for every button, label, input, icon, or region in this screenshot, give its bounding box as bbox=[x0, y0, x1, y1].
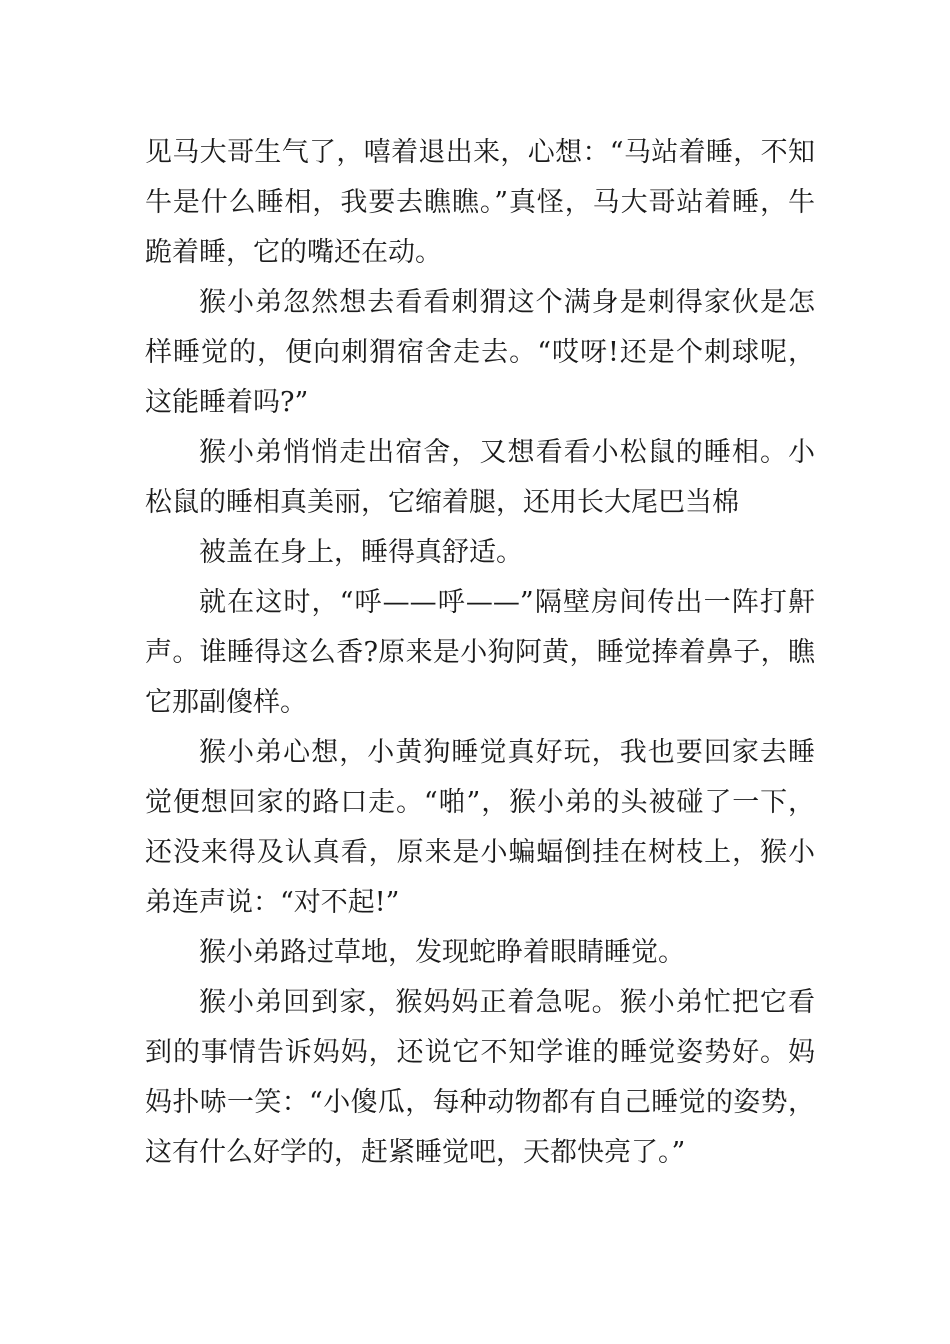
paragraph-mother: 猴小弟回到家，猴妈妈正着急呢。猴小弟忙把它看到的事情告诉妈妈，还说它不知学谁的睡觉姿势好。妈妈扑哧一笑：“小傻瓜，每种动物都有自己睡觉的姿势，这有什么好学的，赶紧睡觉吧，天都快亮了。” bbox=[145, 987, 815, 1168]
paragraph-continued: 见马大哥生气了，嘻着退出来，心想：“马站着睡，不知牛是什么睡相，我要去瞧瞧。”真怪，马大哥站着睡，牛跪着睡，它的嘴还在动。 bbox=[145, 137, 815, 268]
paragraph-squirrel-continued: 被盖在身上，睡得真舒适。 bbox=[199, 537, 523, 568]
paragraph-dog: 就在这时，“呼——呼——”隔壁房间传出一阵打鼾声。谁睡得这么香?原来是小狗阿黄，睡觉捧着鼻子，瞧它那副傻样。 bbox=[145, 587, 815, 718]
story-text bbox=[145, 128, 815, 1178]
paragraph-squirrel: 猴小弟悄悄走出宿舍，又想看看小松鼠的睡相。小松鼠的睡相真美丽，它缩着腿，还用长大尾巴当棉 bbox=[145, 437, 815, 518]
paragraph-snake: 猴小弟路过草地，发现蛇睁着眼睛睡觉。 bbox=[199, 937, 685, 968]
paragraph-hedgehog: 猴小弟忽然想去看看刺猬这个满身是刺得家伙是怎样睡觉的，便向刺猬宿舍走去。“哎呀!还是个刺球呢，这能睡着吗?” bbox=[145, 287, 815, 418]
paragraph-bat: 猴小弟心想，小黄狗睡觉真好玩，我也要回家去睡觉便想回家的路口走。“啪”，猴小弟的头被碰了一下，还没来得及认真看，原来是小蝙蝠倒挂在树枝上，猴小弟连声说：“对不起!” bbox=[145, 737, 815, 918]
